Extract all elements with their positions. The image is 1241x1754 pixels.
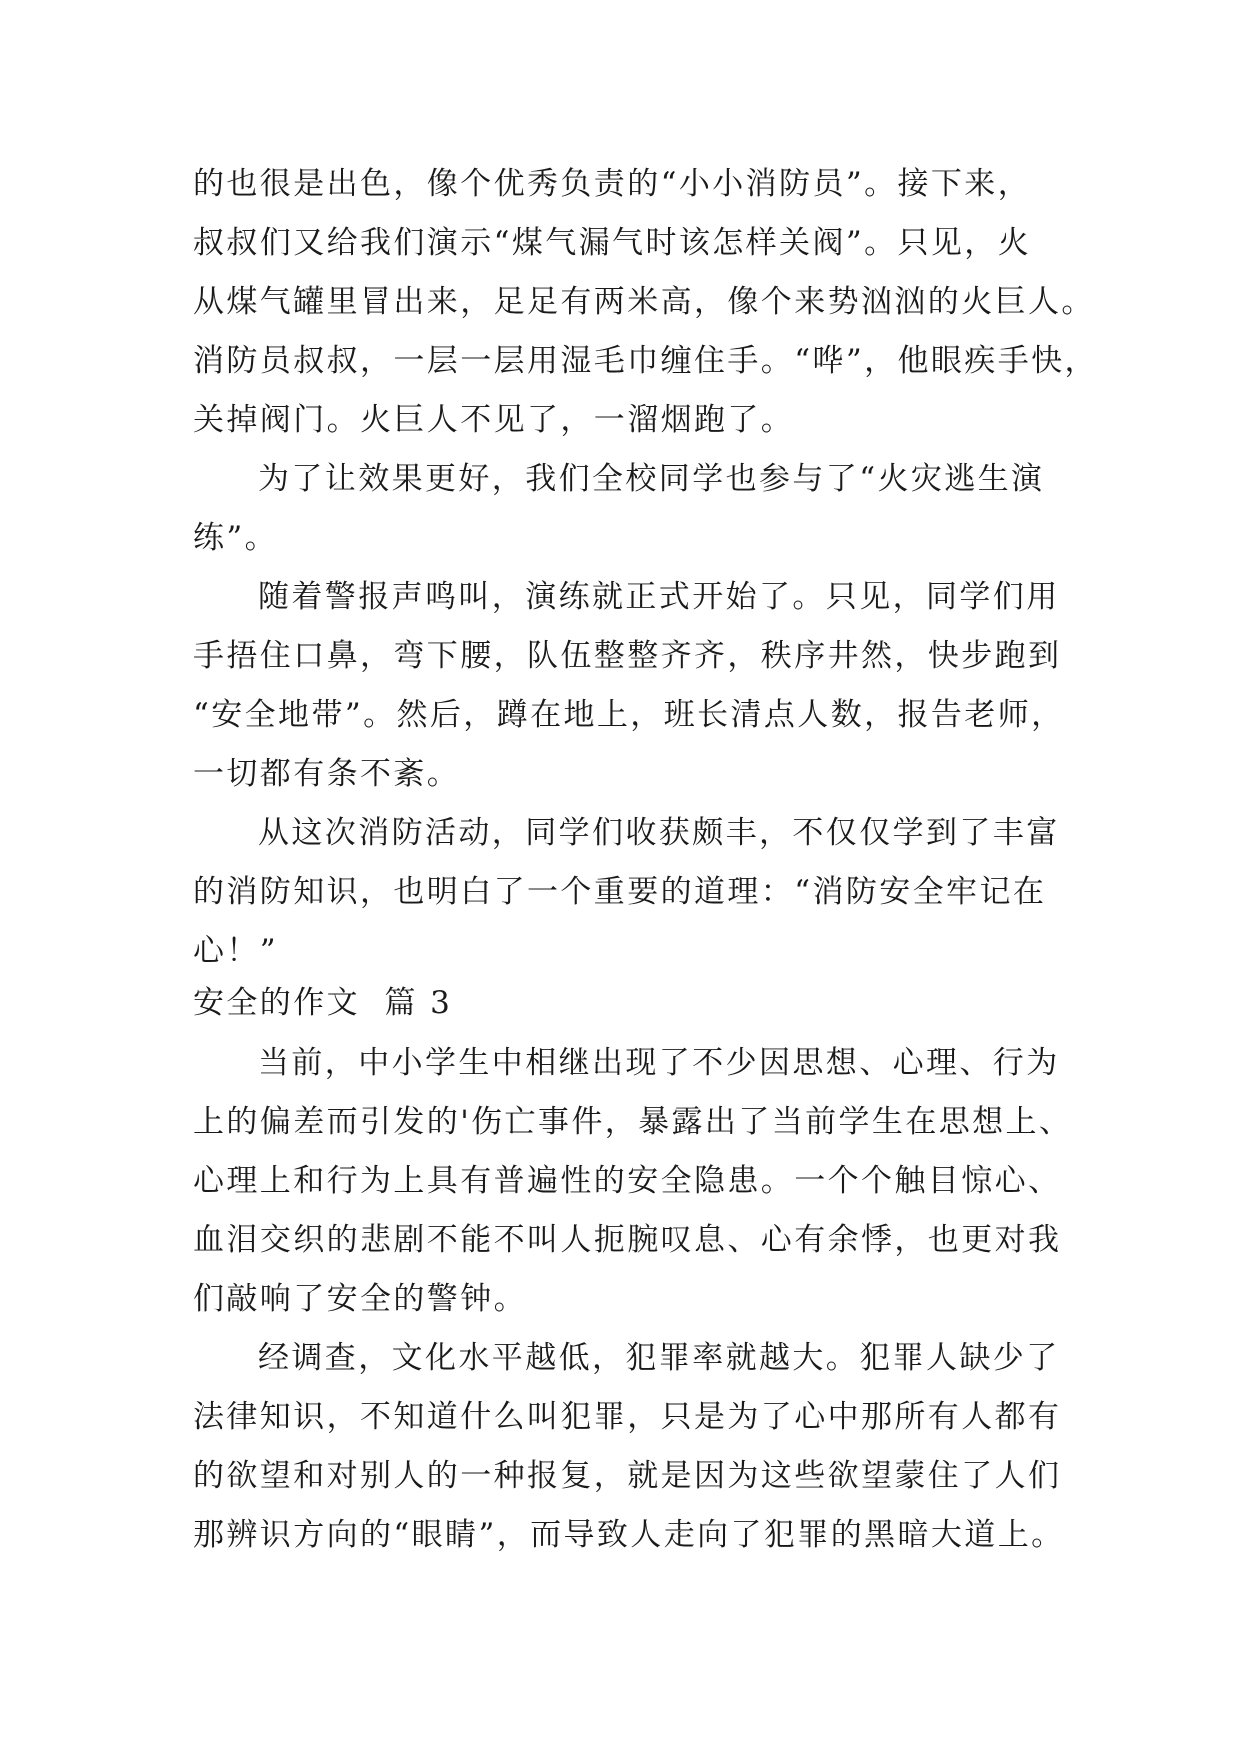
- paragraph-line: 关掉阀门。火巨人不见了，一溜烟跑了。: [193, 402, 795, 438]
- paragraph-line: “安全地带”。然后，蹲在地上，班长清点人数，报告老师，: [193, 697, 1065, 733]
- paragraph-first-line: 为了让效果更好，我们全校同学也参与了“火灾逃生演: [258, 461, 1045, 497]
- paragraph-line: 消防员叔叔，一层一层用湿毛巾缠住手。“哗”，他眼疾手快，: [193, 343, 1098, 379]
- paragraph-line: 上的偏差而引发的'伤亡事件，暴露出了当前学生在思想上、: [193, 1104, 1073, 1140]
- paragraph-line: 手捂住口鼻，弯下腰，队伍整整齐齐，秩序井然，快步跑到: [193, 638, 1062, 674]
- paragraph-line: 那辨识方向的“眼睛”，而导致人走向了犯罪的黑暗大道上。: [193, 1517, 1065, 1553]
- paragraph-line: 叔叔们又给我们演示“煤气漏气时该怎样关阀”。只见，火: [193, 225, 1032, 261]
- paragraph-line: 们敲响了安全的警钟。: [193, 1281, 527, 1317]
- paragraph-line: 的消防知识，也明白了一个重要的道理：“消防安全牢记在: [193, 874, 1047, 910]
- paragraph-first-line: 经调查，文化水平越低，犯罪率就越大。犯罪人缺少了: [258, 1340, 1060, 1376]
- paragraph-line: 法律知识，不知道什么叫犯罪，只是为了心中那所有人都有: [193, 1399, 1062, 1435]
- paragraph-line: 血泪交织的悲剧不能不叫人扼腕叹息、心有余悸，也更对我: [193, 1222, 1062, 1258]
- paragraph-line: 心理上和行为上具有普遍性的安全隐患。一个个触目惊心、: [193, 1163, 1062, 1199]
- paragraph-line: 练”。: [193, 520, 279, 556]
- paragraph-line: 的也很是出色，像个优秀负责的“小小消防员”。接下来，: [193, 166, 1032, 202]
- section-heading: 安全的作文 篇 3: [193, 985, 453, 1021]
- paragraph-first-line: 当前，中小学生中相继出现了不少因思想、心理、行为: [258, 1045, 1060, 1081]
- paragraph-first-line: 随着警报声鸣叫，演练就正式开始了。只见，同学们用: [258, 579, 1060, 615]
- paragraph-line: 从煤气罐里冒出来，足足有两米高，像个来势汹汹的火巨人。: [193, 284, 1095, 320]
- paragraph-first-line: 从这次消防活动，同学们收获颇丰，不仅仅学到了丰富: [258, 815, 1060, 851]
- paragraph-line: 一切都有条不紊。: [193, 756, 461, 792]
- paragraph-line: 心！”: [193, 933, 279, 969]
- paragraph-line: 的欲望和对别人的一种报复，就是因为这些欲望蒙住了人们: [193, 1458, 1062, 1494]
